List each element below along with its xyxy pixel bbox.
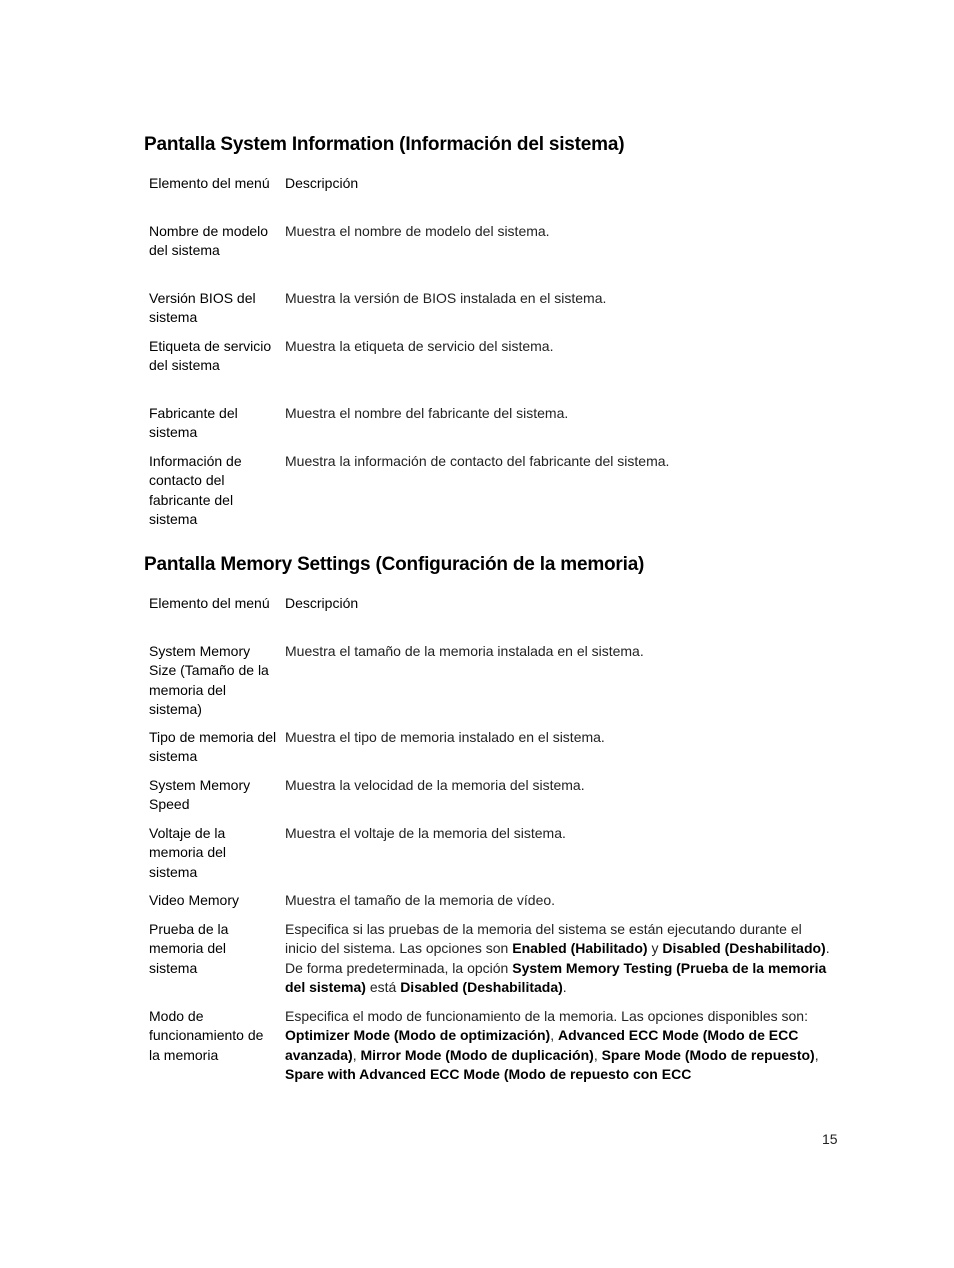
desc-text: . De forma predeterminada, la opción xyxy=(285,940,830,976)
bold-option-text: Advanced ECC Mode (Modo de ECC avanzada) xyxy=(285,1027,799,1063)
bold-option-text: Enabled (Habilitado) xyxy=(512,940,648,957)
desc-text: , xyxy=(593,1046,602,1063)
row-desc: Muestra el nombre de modelo del sistema. xyxy=(285,223,550,239)
row-term: Modo de funcionamiento de la memoria xyxy=(149,1008,264,1063)
row-desc: Muestra la etiqueta de servicio del sistema. xyxy=(285,338,554,354)
section-title-memory-settings: Pantalla Memory Settings (Configuración de la memoria) xyxy=(144,554,645,575)
row-term: Voltaje de la memoria del sistema xyxy=(149,825,227,880)
row-term: Versión BIOS del sistema xyxy=(149,290,256,326)
header-term: Elemento del menú xyxy=(149,595,270,611)
row-desc: Muestra el nombre del fabricante del sistema. xyxy=(285,405,569,421)
row-desc: Muestra el voltaje de la memoria del sistema. xyxy=(285,825,566,841)
section-title-system-information: Pantalla System Information (Información del sistema) xyxy=(144,134,625,155)
page-number: 15 xyxy=(822,1131,838,1147)
desc-text: Especifica el modo de funcionamiento de la memoria. Las opciones disponibles son: xyxy=(285,1008,808,1024)
row-desc: Muestra la versión de BIOS instalada en el sistema. xyxy=(285,290,607,306)
bold-option-text: System Memory Testing (Prueba de la memoria del sistema) xyxy=(285,959,827,995)
row-desc: Muestra la información de contacto del fabricante del sistema. xyxy=(285,453,670,469)
row-term: Tipo de memoria del sistema xyxy=(149,729,277,765)
row-term: Prueba de la memoria del sistema xyxy=(149,921,229,976)
row-term: System Memory Size (Tamaño de la memoria del sistema) xyxy=(149,643,269,717)
row-term: Nombre de modelo del sistema xyxy=(149,223,269,259)
desc-text: Especifica si las pruebas de la memoria del sistema se están ejecutando durante el inicio del sistema. Las opciones son xyxy=(285,921,802,957)
row-desc: Muestra la velocidad de la memoria del sistema. xyxy=(285,777,585,793)
header-desc: Descripción xyxy=(285,595,359,611)
header-term: Elemento del menú xyxy=(149,175,270,191)
row-desc: Muestra el tamaño de la memoria de vídeo. xyxy=(285,892,556,908)
row-term: Video Memory xyxy=(149,892,240,908)
desc-text: , xyxy=(352,1046,361,1063)
row-desc: Muestra el tamaño de la memoria instalada en el sistema. xyxy=(285,643,644,659)
desc-text: está xyxy=(365,978,401,995)
row-term: Etiqueta de servicio del sistema xyxy=(149,338,272,374)
row-desc xyxy=(285,920,837,997)
bold-option-text: Disabled (Deshabilitado) xyxy=(662,940,826,957)
bold-option-text: Disabled (Deshabilitada) xyxy=(400,978,563,995)
bold-option-text: Optimizer Mode (Modo de optimización) xyxy=(285,1027,551,1044)
desc-text: , xyxy=(814,1046,819,1063)
row-term: Información de contacto del fabricante del sistema xyxy=(149,453,242,527)
bold-option-text: Spare with Advanced ECC Mode (Modo de repuesto con ECC xyxy=(285,1065,692,1082)
header-desc: Descripción xyxy=(285,175,359,191)
row-desc xyxy=(285,1007,837,1084)
row-term: System Memory Speed xyxy=(149,777,251,813)
desc-text: , xyxy=(550,1027,558,1044)
desc-text: . xyxy=(562,978,567,995)
bold-option-text: Spare Mode (Modo de repuesto) xyxy=(601,1046,815,1063)
row-term: Fabricante del sistema xyxy=(149,405,238,441)
bold-option-text: Mirror Mode (Modo de duplicación) xyxy=(360,1046,594,1063)
row-desc: Muestra el tipo de memoria instalado en el sistema. xyxy=(285,729,605,745)
desc-text: y xyxy=(647,940,663,957)
